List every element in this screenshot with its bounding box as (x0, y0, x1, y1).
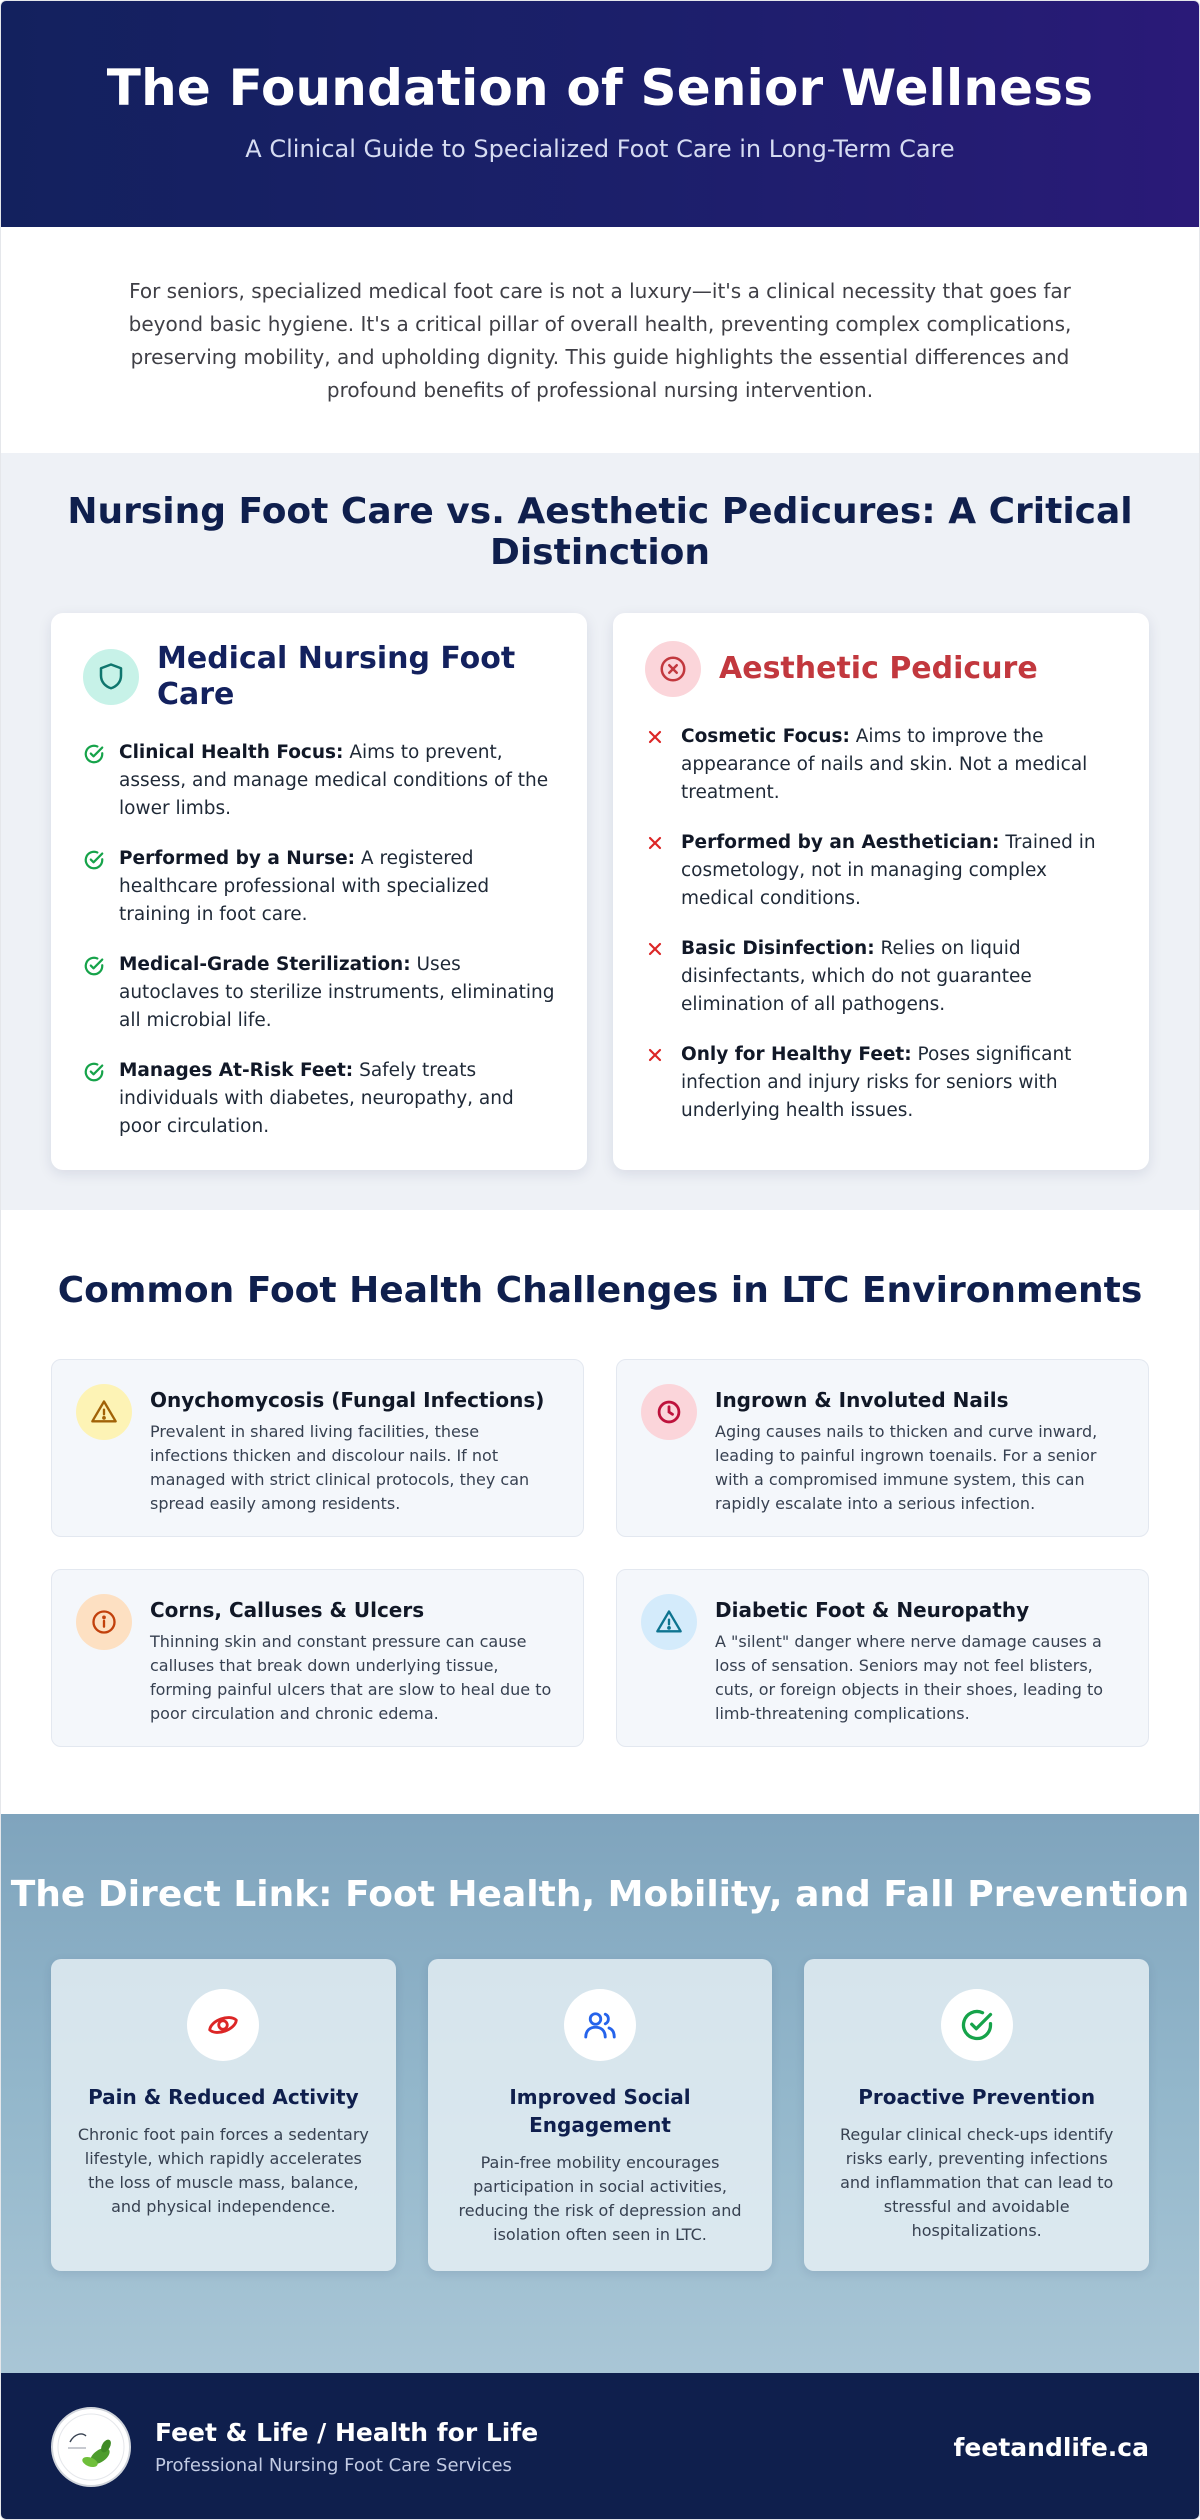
brand-tagline: Professional Nursing Foot Care Services (155, 2455, 512, 2476)
intro-text: For seniors, specialized medical foot care is not a luxury—it's a clinical necessity that goes far beyond basic hygiene. It's a critical pillar of overall health, preventing complex complications, preserving mobility, and upholding dignity. This guide highlights the essential differences and profound benefits of professional nursing intervention. (128, 279, 1072, 402)
aesthetic-item-text: Aims to improve the appearance of nails and skin. Not a medical treatment. (681, 726, 1088, 803)
x-mark-icon (645, 829, 667, 913)
aesthetic-item-label: Cosmetic Focus: (681, 726, 850, 747)
challenge-card (51, 1569, 584, 1747)
info-circle-icon (76, 1594, 132, 1650)
challenge-desc: Aging causes nails to thicken and curve inward, leading to painful ingrown toenails. For a senior with a compromised immune system, this can rapidly escalate into a serious infection. (715, 1422, 1098, 1513)
medical-item (83, 739, 557, 823)
leaf-logo-icon (56, 2412, 126, 2482)
medical-item-label: Medical-Grade Sterilization: (119, 954, 411, 975)
brand-logo (51, 2407, 131, 2487)
check-circle-icon (83, 739, 105, 823)
aesthetic-card-title: Aesthetic Pedicure (719, 651, 1038, 686)
website-link[interactable]: feetandlife.ca (953, 2432, 1149, 2462)
medical-item-text: Aims to prevent, assess, and manage medical conditions of the lower limbs. (119, 742, 549, 819)
challenge-title: Corns, Calluses & Ulcers (150, 1598, 425, 1622)
benefit-title: Improved Social Engagement (509, 2085, 691, 2137)
brand-block (155, 2418, 954, 2476)
medical-item (83, 951, 557, 1035)
medical-item-text: Uses autoclaves to sterilize instruments, eliminating all microbial life. (119, 954, 555, 1031)
benefit-tile (428, 1959, 773, 2271)
challenge-title: Onychomycosis (Fungal Infections) (150, 1388, 545, 1412)
medical-item-text: Safely treats individuals with diabetes, neuropathy, and poor circulation. (119, 1060, 514, 1137)
medical-item-label: Clinical Health Focus: (119, 742, 344, 763)
clock-icon (641, 1384, 697, 1440)
medical-item-label: Manages At-Risk Feet: (119, 1060, 354, 1081)
medical-item (83, 845, 557, 929)
x-circle-icon (645, 641, 701, 697)
aesthetic-item-text: Relies on liquid disinfectants, which do not guarantee elimination of all pathogens. (681, 938, 1032, 1015)
benefit-desc: Regular clinical check-ups identify risks early, preventing infections and inflammation that can lead to stressful and avoidable hospitalizations. (840, 2125, 1114, 2240)
benefit-desc: Chronic foot pain forces a sedentary lifestyle, which rapidly accelerates the loss of muscle mass, balance, and physical independence. (77, 2125, 369, 2216)
comparison-title: Nursing Foot Care vs. Aesthetic Pedicures: A Critical Distinction (67, 491, 1133, 573)
benefit-title: Pain & Reduced Activity (88, 2085, 359, 2109)
comparison-section (1, 453, 1199, 1210)
benefit-desc: Pain-free mobility encourages participation in social activities, reducing the risk of depression and isolation often seen in LTC. (458, 2153, 742, 2244)
benefit-title: Proactive Prevention (858, 2085, 1096, 2109)
check-circle-icon (83, 1057, 105, 1141)
challenges-title: Common Foot Health Challenges in LTC Environments (57, 1270, 1143, 1311)
medical-card-title: Medical Nursing Foot Care (157, 641, 516, 712)
eye-icon (187, 1989, 259, 2061)
warning-triangle-icon (76, 1384, 132, 1440)
challenge-desc: A "silent" danger where nerve damage causes a loss of sensation. Seniors may not feel blisters, cuts, or foreign objects in their shoes, leading to limb-threatening complications. (715, 1632, 1104, 1723)
users-icon (564, 1989, 636, 2061)
check-circle-icon (83, 951, 105, 1035)
aesthetic-item-text: Trained in cosmetology, not in managing complex medical conditions. (681, 832, 1096, 909)
aesthetic-item (645, 935, 1119, 1019)
challenge-desc: Prevalent in shared living facilities, these infections thicken and discolour nails. If not managed with strict clinical protocols, they can spread easily among residents. (150, 1422, 530, 1513)
aesthetic-item-label: Performed by an Aesthetician: (681, 832, 1000, 853)
challenges-section (1, 1210, 1199, 1814)
aesthetic-card-header (645, 641, 1119, 697)
challenge-card (51, 1359, 584, 1537)
benefit-tile (51, 1959, 396, 2271)
challenge-desc: Thinning skin and constant pressure can cause calluses that break down underlying tissue, forming painful ulcers that are slow to heal due to poor circulation and chronic edema. (150, 1632, 552, 1723)
challenge-card (616, 1359, 1149, 1537)
brand-name: Feet & Life / Health for Life (155, 2418, 539, 2447)
check-circle-icon (83, 845, 105, 929)
challenges-grid (1, 1359, 1199, 1747)
aesthetic-item (645, 723, 1119, 807)
hero-header (1, 1, 1199, 227)
page-subtitle: A Clinical Guide to Specialized Foot Care in Long-Term Care (245, 135, 955, 163)
mobility-link-section (1, 1814, 1199, 2373)
benefit-tile (804, 1959, 1149, 2271)
medical-card-header (83, 641, 557, 713)
medical-item-label: Performed by a Nurse: (119, 848, 356, 869)
medical-item-text: A registered healthcare professional with specialized training in foot care. (119, 848, 490, 925)
alert-triangle-icon (641, 1594, 697, 1650)
comparison-cards (1, 613, 1199, 1170)
check-circle-icon (941, 1989, 1013, 2061)
challenge-title: Diabetic Foot & Neuropathy (715, 1598, 1030, 1622)
aesthetic-item-label: Basic Disinfection: (681, 938, 875, 959)
intro-section (1, 227, 1199, 453)
footer (1, 2373, 1199, 2520)
link-title: The Direct Link: Foot Health, Mobility, and Fall Prevention (10, 1874, 1190, 1915)
challenge-title: Ingrown & Involuted Nails (715, 1388, 1009, 1412)
shield-icon (83, 649, 139, 705)
x-mark-icon (645, 935, 667, 1019)
medical-item (83, 1057, 557, 1141)
aesthetic-item-label: Only for Healthy Feet: (681, 1044, 912, 1065)
x-mark-icon (645, 723, 667, 807)
x-mark-icon (645, 1041, 667, 1125)
challenge-card (616, 1569, 1149, 1747)
medical-care-card (51, 613, 587, 1170)
aesthetic-item-text: Poses significant infection and injury risks for seniors with underlying health issues. (681, 1044, 1072, 1121)
benefit-tiles (1, 1959, 1199, 2271)
page-title: The Foundation of Senior Wellness (106, 59, 1094, 117)
aesthetic-item (645, 829, 1119, 913)
aesthetic-item (645, 1041, 1119, 1125)
aesthetic-pedicure-card (613, 613, 1149, 1170)
